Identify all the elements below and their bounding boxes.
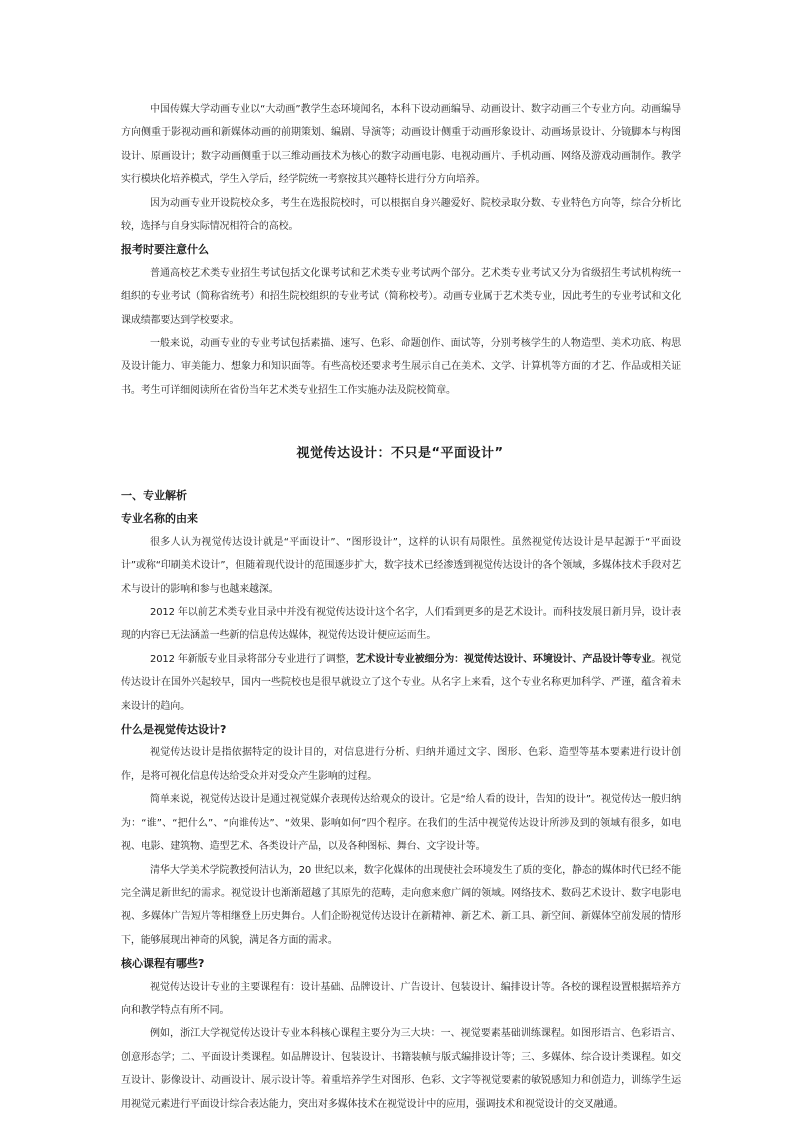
bold-text-run: 艺术设计专业被细分为：视觉传达设计、环境设计、产品设计等专业 [355, 653, 652, 665]
subsection-heading: 核心课程有哪些? [121, 957, 205, 971]
text-run: 。视觉传达设计在国外兴起较早，国内一些院校也是很早就设立了这个专业。从名字上来看，这个专业名称更加科学、严谨，蕴含着未来设计的趋向。 [121, 653, 682, 712]
paragraph: 普通高校艺术类专业招生考试包括文化课考试和艺术类专业考试两个部分。艺术类专业考试又分为省级招生考试机构统一组织的专业考试（简称省统考）和招生院校组织的专业考试（简称校考）。动画专业属于艺术类专业，因此考生的专业考试和文化课成绩都要达到学校要求。 [121, 267, 681, 326]
paragraph: 例如，浙江大学视觉传达设计专业本科核心课程主要分为三大块：一、视觉要素基础训练课程。如图形语言、色彩语言、创意形态学；二、平面设计类课程。如品牌设计、包装设计、书籍装帧与版式编排设计等；三、多媒体、综合设计类课程。如交互设计、影像设计、动画设计、展示设计等。着重培养学生对图形、色彩、文字等视觉要素的敏锐感知力和创造力，训练学生运用视觉元素进行平面设计综合表达能力，突出对多媒体技术在视觉设计中的应用，强调技术和视觉设计的交叉融通。 [121, 1028, 681, 1110]
paragraph: 因为动画专业开设院校众多，考生在选报院校时，可以根据自身兴趣爱好、院校录取分数、专业特色方向等，综合分析比较，选择与自身实际情况相符合的高校。 [121, 197, 681, 233]
section-heading: 报考时要注意什么 [121, 243, 209, 257]
paragraph: 视觉传达设计是指依据特定的设计目的，对信息进行分析、归纳并通过文字、图形、色彩、造型等基本要素进行设计创作，是将可视化信息传达给受众并对受众产生影响的过程。 [121, 747, 681, 782]
paragraph [121, 648, 681, 718]
paragraph: 清华大学美术学院教授何洁认为，20 世纪以来，数字化媒体的出现使社会环境发生了质的变化，静态的媒体时代已经不能完全满足新世纪的需求。视觉设计也渐渐超越了其原先的范畴，走向愈来愈广阔的领域。网络技术、数码艺术设计、数字电影电视、多媒体广告短片等相继登上历史舞台。人们企盼视觉传达设计在新精神、新艺术、新工具、新空间、新媒体空前发展的情形下，能够展现出神奇的风貌，满足各方面的需求。 [121, 864, 681, 946]
part-heading: 一、专业解析 [121, 489, 187, 502]
visual-communication-section [121, 484, 681, 1116]
paragraph: 简单来说，视觉传达设计是通过视觉媒介表现传达给观众的设计。它是“给人看的设计，告知的设计”。视觉传达一般归纳为：“谁”、“把什么”、“向谁传达”、“效果、影响如何”四个程序。在我们的生活中视觉传达设计所涉及到的领域有很多，如电视、电影、建筑物、造型艺术、各类设计产品，以及各种图标、舞台、文字设计等。 [121, 794, 681, 853]
paragraph: 视觉传达设计专业的主要课程有：设计基础、品牌设计、广告设计、包装设计、编排设计等。各校的课程设置根据培养方向和教学特点有所不同。 [121, 981, 681, 1016]
subsection-heading: 什么是视觉传达设计? [121, 723, 227, 737]
paragraph: 一般来说，动画专业的专业考试包括素描、速写、色彩、命题创作、面试等，分别考核学生的人物造型、美术功底、构思及设计能力、审美能力、想象力和知识面等。有些高校还要求考生展示自己在美术、文学、计算机等方面的才艺、作品或相关证书。考生可详细阅读所在省份当年艺术类专业招生工作实施办法及院校简章。 [121, 338, 681, 396]
paragraph: 中国传媒大学动画专业以“大动画”教学生态环境闻名，本科下设动画编导、动画设计、数字动画三个专业方向。动画编导方向侧重于影视动画和新媒体动画的前期策划、编剧、导演等；动画设计侧重于动画形象设计、动画场景设计、分镜脚本与构图设计、原画设计；数字动画侧重于以三维动画技术为核心的数字动画电影、电视动画片、手机动画、网络及游戏动画制作。教学实行模块化培养模式，学生入学后，经学院统一考察按其兴趣特长进行分方向培养。 [121, 104, 681, 186]
paragraph: 2012 年以前艺术类专业目录中并没有视觉传达设计这个名字，人们看到更多的是艺术设计。而科技发展日新月异，设计表现的内容已无法涵盖一些新的信息传达媒体，视觉传达设计便应运而生。 [121, 607, 681, 642]
article-title: 视觉传达设计：不只是“平面设计” [296, 446, 504, 461]
subsection-heading: 专业名称的由来 [121, 512, 198, 526]
paragraph: 很多人认为视觉传达设计就是“平面设计”、“图形设计”，这样的认识有局限性。虽然视觉传达设计是早起源于“平面设计”或称“印刷美术设计”，但随着现代设计的范围逐步扩大，数字技术已经渗透到视觉传达设计的各个领域，多媒体技术手段对艺术与设计的影响和参与也越来越深。 [121, 536, 681, 595]
animation-section [121, 98, 681, 402]
text-run: 2012 年新版专业目录将部分专业进行了调整， [150, 653, 356, 665]
